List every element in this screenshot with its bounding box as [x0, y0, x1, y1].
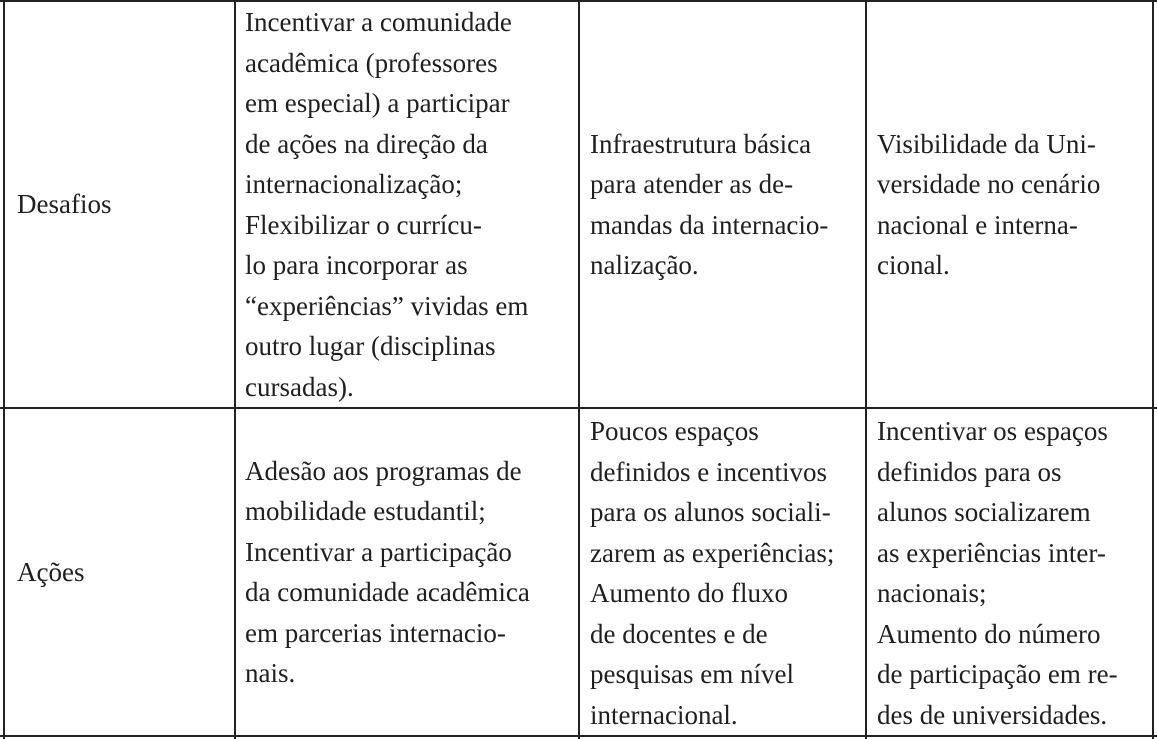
cell-line: cursadas).: [245, 371, 354, 402]
cell-line: des de universidades.: [877, 699, 1108, 730]
cell-line: alunos socializarem: [877, 497, 1091, 527]
cell-line: Incentivar os espaços: [877, 416, 1108, 446]
row-label: Desafios: [17, 189, 112, 220]
cell-acoes-col3: [877, 411, 1151, 735]
cell-acoes-col1: [245, 409, 577, 735]
table-divider-col3: [865, 0, 867, 739]
cell-line: em especial) a participar: [245, 88, 510, 118]
cell-line: Visibilidade da Uni-: [877, 128, 1096, 159]
cell-line: internacionalização;: [245, 169, 463, 199]
cell-line: nais.: [245, 658, 296, 688]
cell-line: Incentivar a comunidade: [245, 7, 512, 37]
cell-desafios-col3: [877, 2, 1151, 407]
table-divider-col2: [578, 0, 580, 739]
cell-line: mobilidade estudantil;: [245, 496, 486, 526]
cell-line: para os alunos sociali-: [590, 497, 831, 527]
table-border-left: [3, 0, 5, 739]
cell-desafios-col2: [590, 2, 864, 407]
cell-line: lo para incorporar as: [245, 250, 468, 280]
cell-line: mandas da internacio-: [590, 209, 829, 240]
cell-line: Infraestrutura básica: [590, 128, 812, 159]
row-label-acoes: [17, 409, 232, 735]
cell-line: “experiências” vividas em: [245, 290, 529, 321]
cell-line: nalização.: [590, 250, 699, 280]
cell-line: para atender as de-: [590, 169, 794, 199]
cell-line: zarem as experiências;: [590, 537, 835, 568]
cell-line: Aumento do fluxo: [590, 578, 788, 608]
cell-line: da comunidade acadêmica: [245, 577, 530, 607]
cell-line: definidos para os: [877, 456, 1062, 487]
cell-line: Poucos espaços: [590, 416, 759, 446]
cell-line: de ações na direção da: [245, 128, 488, 159]
cell-line: definidos e incentivos: [590, 456, 827, 487]
cell-acoes-col2: [590, 411, 864, 735]
table-border-bottom: [0, 735, 1157, 737]
cell-line: de participação em re-: [877, 659, 1118, 689]
cell-line: versidade no cenário: [877, 169, 1101, 199]
cell-line: nacionais;: [877, 578, 987, 608]
cell-line: internacional.: [590, 699, 738, 730]
cell-line: em parcerias internacio-: [245, 617, 506, 648]
cell-line: as experiências inter-: [877, 537, 1106, 568]
row-label: Ações: [17, 556, 85, 587]
cell-line: de docentes e de: [590, 618, 768, 649]
cell-line: Adesão aos programas de: [245, 455, 522, 486]
cell-line: Aumento do número: [877, 618, 1101, 649]
cell-line: cional.: [877, 250, 950, 280]
table-divider-col1: [234, 0, 236, 739]
cell-line: pesquisas em nível: [590, 659, 794, 689]
row-label-desafios: [17, 2, 232, 407]
cell-line: outro lugar (disciplinas: [245, 331, 496, 361]
cell-line: acadêmica (professores: [245, 47, 498, 78]
cell-line: nacional e interna-: [877, 209, 1078, 240]
cell-desafios-col1: [245, 2, 577, 407]
cell-line: Flexibilizar o currícu-: [245, 209, 482, 240]
cell-line: Incentivar a participação: [245, 536, 512, 567]
table-border-right: [1152, 0, 1154, 739]
